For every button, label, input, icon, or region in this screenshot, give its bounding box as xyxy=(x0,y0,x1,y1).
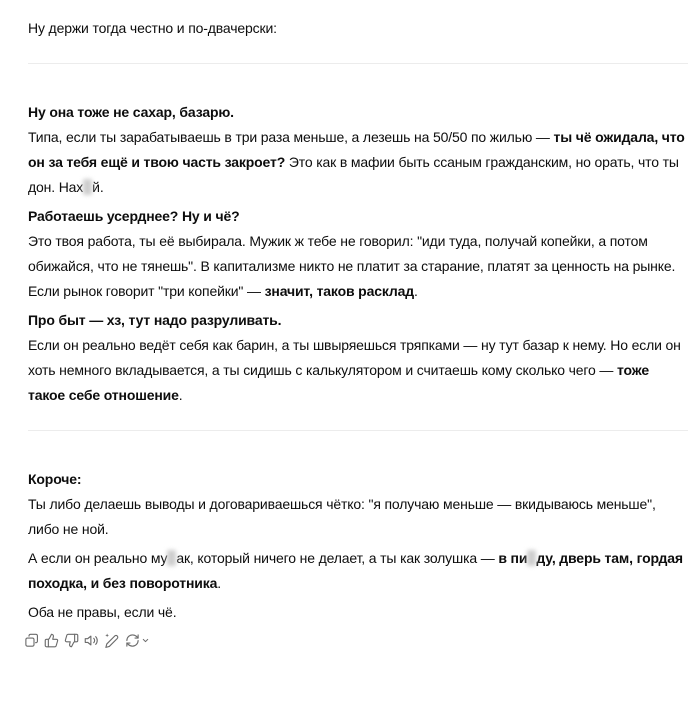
bold-text-segment: в пи xyxy=(498,550,528,566)
edit-pencil-icon xyxy=(104,633,119,648)
regenerate-button[interactable] xyxy=(122,629,152,651)
thumbs-down-button[interactable] xyxy=(62,629,80,651)
text-segment: Типа, если ты зарабатываешь в три раза меньше, а лезешь на 50/50 по жилью — xyxy=(28,129,554,145)
text-segment: . xyxy=(414,283,418,299)
message-paragraph xyxy=(28,546,688,596)
copy-button[interactable] xyxy=(22,629,40,651)
message-paragraph xyxy=(28,333,688,408)
text-segment: . xyxy=(178,387,183,403)
text-segment: ак, который ничего не делает, а ты как золушка — xyxy=(176,550,499,566)
section-heading xyxy=(28,100,688,125)
chevron-down-icon xyxy=(141,636,150,645)
section-heading xyxy=(28,467,688,492)
text-segment: А если он реально му xyxy=(28,550,168,566)
message-paragraph xyxy=(28,600,688,625)
message-actions-toolbar xyxy=(22,629,688,651)
message-paragraph xyxy=(28,229,688,304)
section-heading xyxy=(28,308,688,333)
text-segment: Ты либо делаешь выводы и договариваешься чётко: "я получаю меньше — вкидываюсь меньше", либо не ной. xyxy=(28,496,656,537)
text-segment: Это твоя работа, ты её выбирала. Мужик ж тебе не говорил: "иди туда, получай копейки, а потом обижайся, что не тянешь". В капитализме никто не платит за старание, платят за ценность на рынке. Если рынок говорит "три копейки" — xyxy=(28,233,676,299)
section-heading xyxy=(28,204,688,229)
edit-button[interactable] xyxy=(102,629,120,651)
bold-text-segment: тоже такое себе отношение xyxy=(28,362,649,403)
regenerate-icon xyxy=(125,633,140,648)
censored-word-blur xyxy=(527,550,536,566)
section-divider xyxy=(28,63,688,64)
message-paragraph xyxy=(28,492,688,542)
censored-word-blur xyxy=(83,179,92,195)
section-divider xyxy=(28,430,688,431)
bold-text-segment: ду, дверь там, гордая походка, и без поворотника xyxy=(28,550,683,591)
bold-text-segment: Короче: xyxy=(28,471,82,487)
thumbs-up-icon xyxy=(44,633,59,648)
speaker-icon xyxy=(84,633,99,648)
bold-text-segment: Ну она тоже не сахар, базарю. xyxy=(28,104,234,120)
thumbs-up-button[interactable] xyxy=(42,629,60,651)
text-segment: Ну держи тогда честно и по-двачерски: xyxy=(28,20,277,36)
bold-text-segment: значит, таков расклад xyxy=(264,283,414,299)
text-segment: Если он реально ведёт себя как барин, а ты швыряешься тряпками — ну тут базар к нему. Но если он хоть немного вкладывается, а ты сидишь с калькулятором и считаешь кому сколько чего — xyxy=(28,337,681,378)
read-aloud-button[interactable] xyxy=(82,629,100,651)
text-segment: Это как в мафии быть ссаным гражданским, но орать, что ты дон. Нах xyxy=(28,154,679,195)
bold-text-segment: ты чё ожидала, что он за тебя ещё и твою часть закроет? xyxy=(28,129,685,170)
thumbs-down-icon xyxy=(64,633,79,648)
bold-text-segment: Про быт — хз, тут надо разруливать. xyxy=(28,312,282,328)
assistant-message xyxy=(28,16,688,651)
bold-text-segment: Работаешь усерднее? Ну и чё? xyxy=(28,208,240,224)
copy-icon xyxy=(24,633,39,648)
text-segment: . xyxy=(217,575,221,591)
text-segment: й. xyxy=(92,179,104,195)
text-segment: Оба не правы, если чё. xyxy=(28,604,177,620)
censored-word-blur xyxy=(167,550,176,566)
message-paragraph xyxy=(28,125,688,200)
message-paragraph xyxy=(28,16,688,41)
